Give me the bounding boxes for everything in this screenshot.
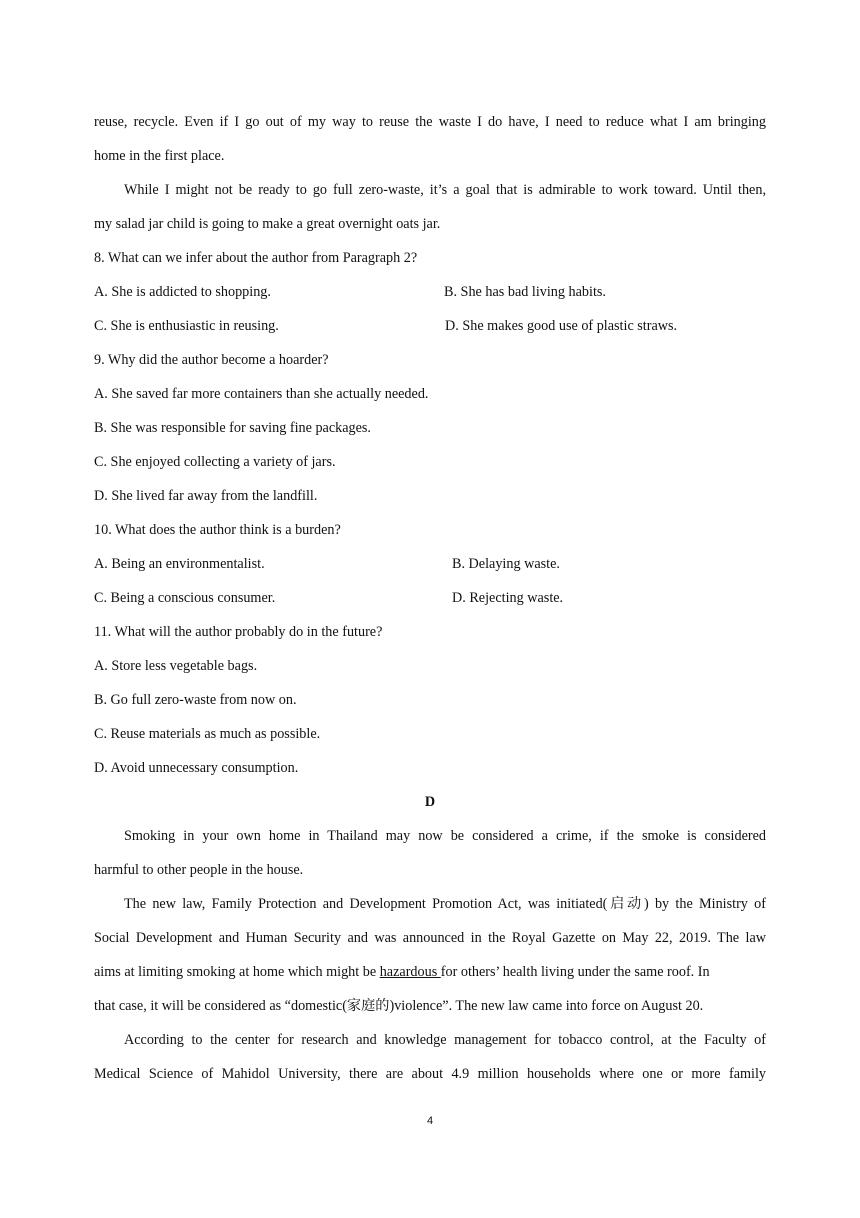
question-stem: 8. What can we infer about the author from Paragraph 2? — [94, 250, 418, 266]
option-d: D. She makes good use of plastic straws. — [445, 318, 678, 334]
passage-d-line — [94, 963, 766, 981]
option-d: D. She lived far away from the landfill. — [94, 488, 318, 504]
passage-c-line: home in the first place. — [94, 148, 225, 164]
passage-c-line: While I might not be ready to go full zero-waste, it’s a goal that is admirable to work toward. Until then, — [124, 182, 766, 198]
passage-d-line: Medical Science of Mahidol University, there are about 4.9 million households where one or more family — [94, 1066, 766, 1082]
question-stem: 9. Why did the author become a hoarder? — [94, 352, 329, 368]
option-d: D. Avoid unnecessary consumption. — [94, 760, 299, 776]
passage-c-line: reuse, recycle. Even if I go out of my way to reuse the waste I do have, I need to reduce what I am bringing — [94, 114, 766, 130]
option-a: A. She saved far more containers than she actually needed. — [94, 386, 429, 402]
passage-c-line: my salad jar child is going to make a great overnight oats jar. — [94, 216, 441, 232]
option-c: C. Reuse materials as much as possible. — [94, 726, 321, 742]
text-segment: for others’ health living under the same roof. In — [440, 964, 710, 980]
page-number: 4 — [426, 1115, 434, 1127]
underlined-word: hazardous — [379, 964, 441, 980]
option-c: C. Being a conscious consumer. — [94, 590, 276, 606]
option-b: B. She was responsible for saving fine packages. — [94, 420, 371, 436]
option-b: B. Delaying waste. — [452, 556, 560, 572]
question-stem: 11. What will the author probably do in the future? — [94, 624, 383, 640]
passage-d-line: Social Development and Human Security and was announced in the Royal Gazette on May 22, 2019. The law — [94, 930, 766, 946]
option-b: B. Go full zero-waste from now on. — [94, 692, 297, 708]
option-b: B. She has bad living habits. — [444, 284, 606, 300]
option-a: A. Being an environmentalist. — [94, 556, 265, 572]
passage-d-line: harmful to other people in the house. — [94, 862, 304, 878]
section-heading: D — [424, 794, 436, 810]
passage-d-line: According to the center for research and knowledge management for tobacco control, at the Faculty of — [124, 1032, 766, 1048]
option-a: A. Store less vegetable bags. — [94, 658, 258, 674]
option-c: C. She is enthusiastic in reusing. — [94, 318, 279, 334]
option-c: C. She enjoyed collecting a variety of jars. — [94, 454, 336, 470]
passage-d-line: Smoking in your own home in Thailand may now be considered a crime, if the smoke is considered — [124, 828, 766, 844]
text-segment: aims at limiting smoking at home which might be — [94, 964, 380, 980]
passage-d-line: The new law, Family Protection and Development Promotion Act, was initiated(启动) by the Ministry of — [124, 896, 766, 912]
option-d: D. Rejecting waste. — [452, 590, 564, 606]
option-a: A. She is addicted to shopping. — [94, 284, 271, 300]
passage-d-line: that case, it will be considered as “domestic(家庭的)violence”. The new law came into force on August 20. — [94, 998, 704, 1014]
question-stem: 10. What does the author think is a burden? — [94, 522, 341, 538]
